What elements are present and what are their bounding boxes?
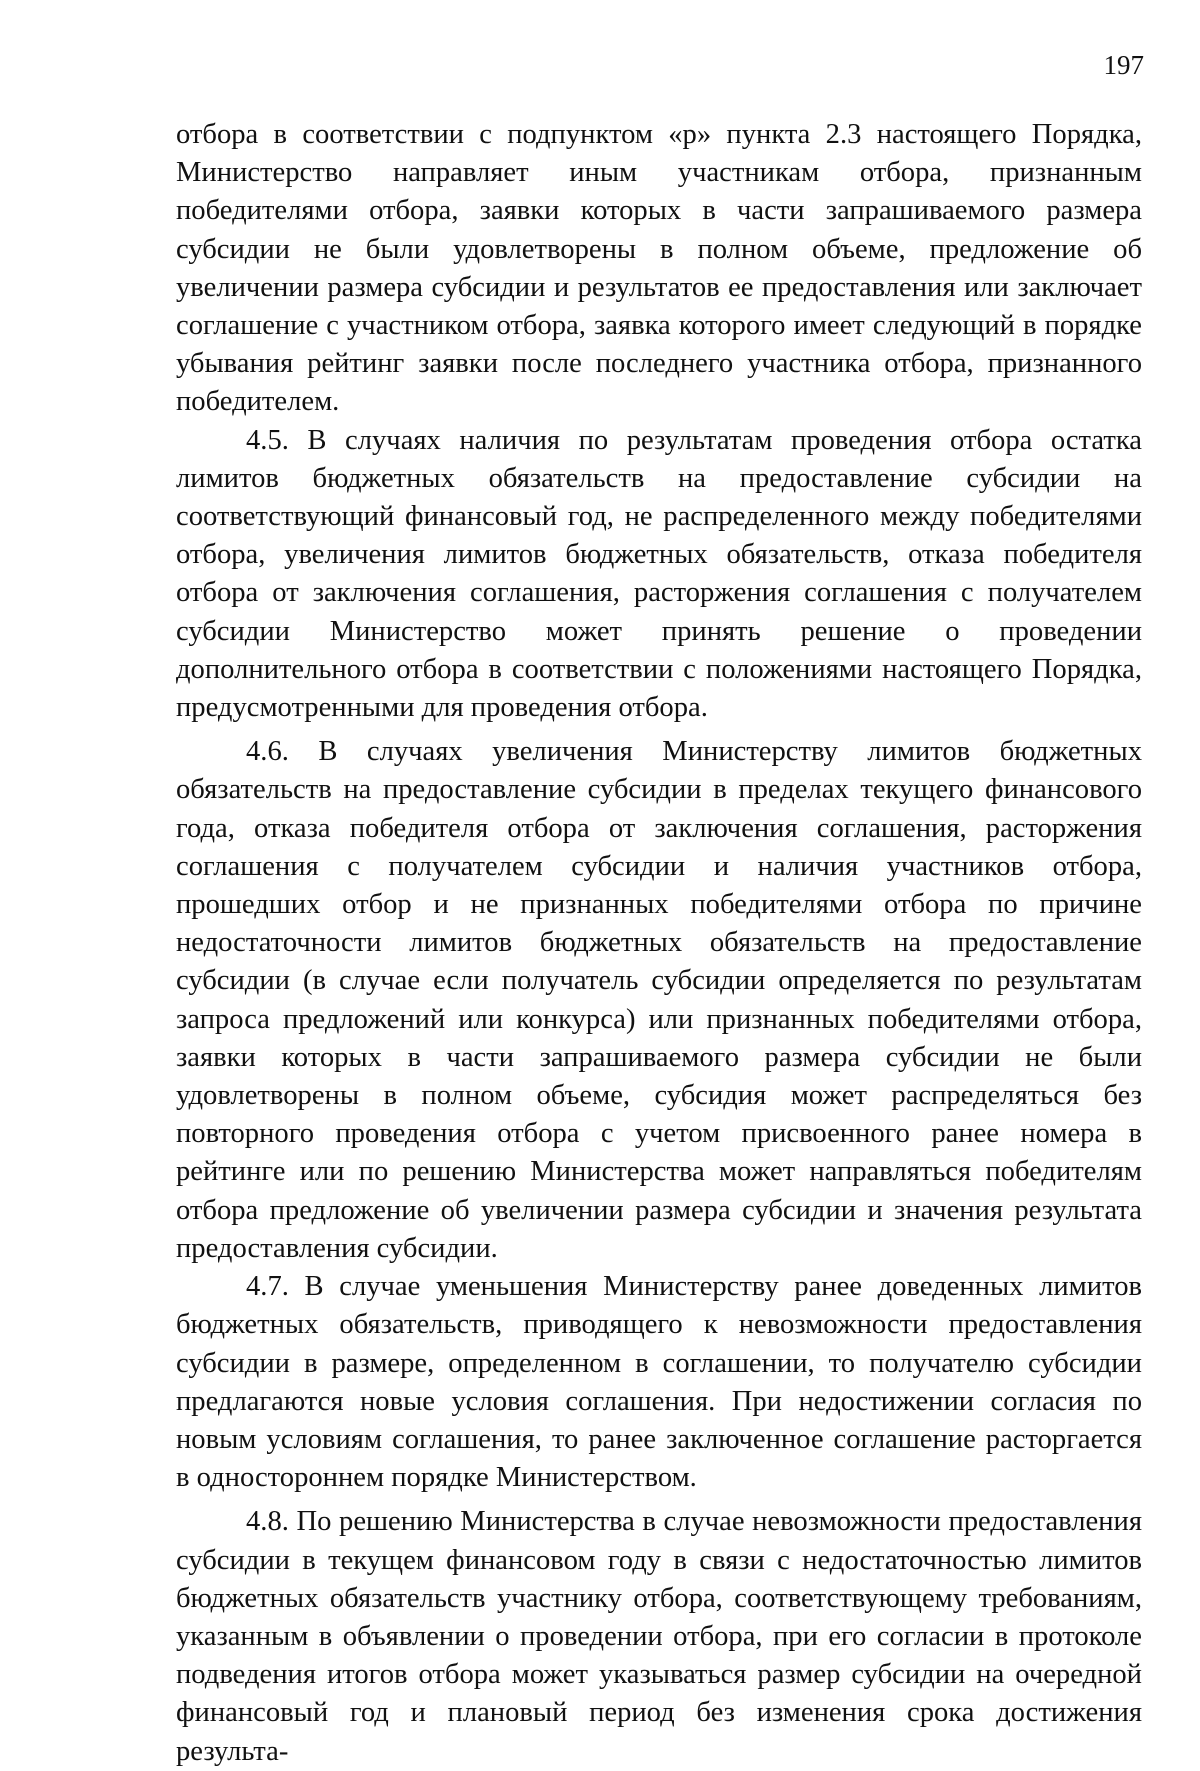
paragraph-4-8: 4.8. По решению Министерства в случае невозможности предоставления субсидии в текущем финансовом году в связи с недостаточностью лимитов бюджетных обязательств участнику отбора, соответствующему требованиям, указанным в объявлении о проведении отбора, при его согласии в протоколе подведения итогов отбора может указываться размер субсидии на очередной финансовый год и плановый период без изменения срока достижения результа- <box>176 1506 1142 1767</box>
paragraph-4-7: 4.7. В случае уменьшения Министерству ранее доведенных лимитов бюджетных обязательств, приводящего к невозможности предоставления субсидии в размере, определенном в соглашении, то получателю субсидии предлагаются новые условия соглашения. При недостижении согласия по новым условиям соглашения, то ранее заключенное соглашение расторгается в одностороннем порядке Министерством. <box>176 1271 1142 1494</box>
paragraph-continuation: отбора в соответствии с подпунктом «р» пункта 2.3 настоящего Порядка, Министерство направляет иным участникам отбора, признанным победителями отбора, заявки которых в части запрашиваемого размера субсидии не были удовлетворены в полном объеме, предложение об увеличении размера субсидии и результатов ее предоставления или заключает соглашение с участником отбора, заявка которого имеет следующий в порядке убывания рейтинг заявки после последнего участника отбора, признанного победителем. <box>176 119 1142 418</box>
document-body <box>176 116 1142 1771</box>
paragraph-4-5: 4.5. В случаях наличия по результатам проведения отбора остатка лимитов бюджетных обязательств на предоставление субсидии на соответствующий финансовый год, не распределенного между победителями отбора, увеличения лимитов бюджетных обязательств, отказа победителя отбора от заключения соглашения, расторжения соглашения с получателем субсидии Министерство может принять решение о проведении дополнительного отбора в соответствии с положениями настоящего Порядка, предусмотренными для проведения отбора. <box>176 424 1142 724</box>
paragraph-4-6: 4.6. В случаях увеличения Министерству лимитов бюджетных обязательств на предоставление субсидии в пределах текущего финансового года, отказа победителя отбора от заключения соглашения, расторжения соглашения с получателем субсидии и наличия участников отбора, прошедших отбор и не признанных победителями отбора по причине недостаточности лимитов бюджетных обязательств на предоставление субсидии (в случае если получатель субсидии определяется по результатам запроса предложений или конкурса) или признанных победителями отбора, заявки которых в части запрашиваемого размера субсидии не были удовлетворены в полном объеме, субсидия может распределяться без повторного проведения отбора с учетом присвоенного ранее номера в рейтинге или по решению Министерства может направляться победителям отбора предложение об увеличении размера субсидии и значения результата предоставления субсидии. <box>176 736 1142 1264</box>
page-number: 197 <box>1103 50 1144 80</box>
